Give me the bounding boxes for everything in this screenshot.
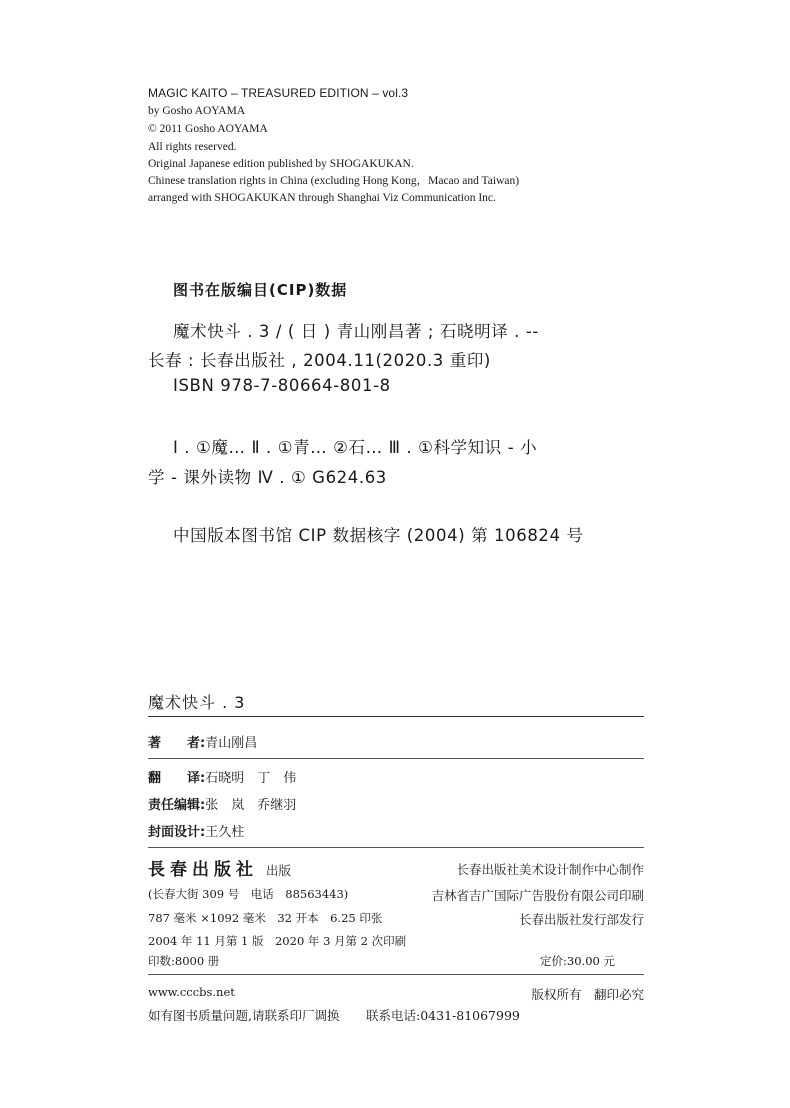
cip-publisher-line: 长春 : 长春出版社 , 2004.11(2020.3 重印) (148, 351, 491, 370)
publisher-logo: 長春出版社 (148, 860, 258, 880)
translator-names: 石晓明 丁 伟 (205, 771, 297, 786)
contact-phone: 联系电话:0431-81067999 (366, 1008, 520, 1023)
format-spec: 787 毫米 ×1092 毫米 32 开本 6.25 印张 (148, 911, 383, 925)
copyright-line-original: Original Japanese edition published by SHOGAKUKAN. (148, 158, 414, 170)
edition-info: 2004 年 11 月第 1 版 2020 年 3 月第 2 次印刷 (148, 934, 407, 948)
distributor-credit: 长春出版社发行部发行 (518, 912, 644, 927)
divider (148, 758, 644, 759)
copyright-line-translation: Chinese translation rights in China (excluding Hong Kong，Macao and Taiwan) (148, 175, 520, 187)
cip-heading: 图书在版编目(CIP)数据 (173, 281, 348, 299)
translator-row (148, 767, 296, 786)
divider (148, 847, 644, 848)
editor-row (148, 794, 296, 813)
author-name: 青山刚昌 (205, 736, 258, 751)
rights-notice: 版权所有 翻印必究 (531, 987, 644, 1002)
cover-design-label: 封面设计: (148, 825, 206, 840)
website: www.cccbs.net (148, 985, 235, 999)
cip-title-line: 魔术快斗 . 3 / ( 日 ) 青山刚昌著 ; 石晓明译 . -- (173, 322, 539, 341)
copyright-line-notice: © 2011 Gosho AOYAMA (148, 123, 268, 135)
cip-classification-1: Ⅰ . ①魔… Ⅱ . ①青… ②石… Ⅲ . ①科学知识 - 小 (173, 438, 538, 457)
author-row (148, 732, 257, 751)
cip-record-number: 中国版本图书馆 CIP 数据核字 (2004) 第 106824 号 (173, 526, 584, 545)
editor-label: 责任编辑: (148, 798, 206, 813)
imprint-book-title: 魔术快斗 . 3 (148, 693, 246, 712)
author-label: 著 者: (148, 736, 206, 751)
copyright-line-author: by Gosho AOYAMA (148, 105, 246, 117)
design-credit: 长春出版社美术设计制作中心制作 (456, 862, 644, 877)
cip-classification-2: 学 - 课外读物 Ⅳ . ① G624.63 (148, 468, 387, 487)
divider (148, 974, 644, 975)
divider (148, 716, 644, 717)
editor-names: 张 岚 乔继羽 (205, 798, 297, 813)
copyright-line-arranged: arranged with SHOGAKUKAN through Shanghai Viz Communication Inc. (148, 192, 496, 204)
printer-credit: 吉林省吉广国际广告股份有限公司印刷 (431, 888, 644, 903)
translator-label: 翻 译: (148, 771, 206, 786)
publisher-line (148, 855, 291, 880)
cip-isbn: ISBN 978-7-80664-801-8 (173, 376, 391, 395)
copyright-line-rights: All rights reserved. (148, 141, 237, 153)
cover-design-row (148, 821, 244, 840)
quality-note: 如有图书质量问题,请联系印厂调换 (148, 1008, 340, 1023)
price: 定价:30.00 元 (540, 954, 615, 968)
publisher-suffix: 出版 (266, 863, 292, 878)
english-edition-title: MAGIC KAITO – TREASURED EDITION – vol.3 (148, 86, 409, 100)
publisher-address: (长春大街 309 号 电话 88563443) (148, 887, 349, 901)
print-run: 印数:8000 册 (148, 954, 220, 968)
cover-designer: 王久柱 (205, 825, 245, 840)
